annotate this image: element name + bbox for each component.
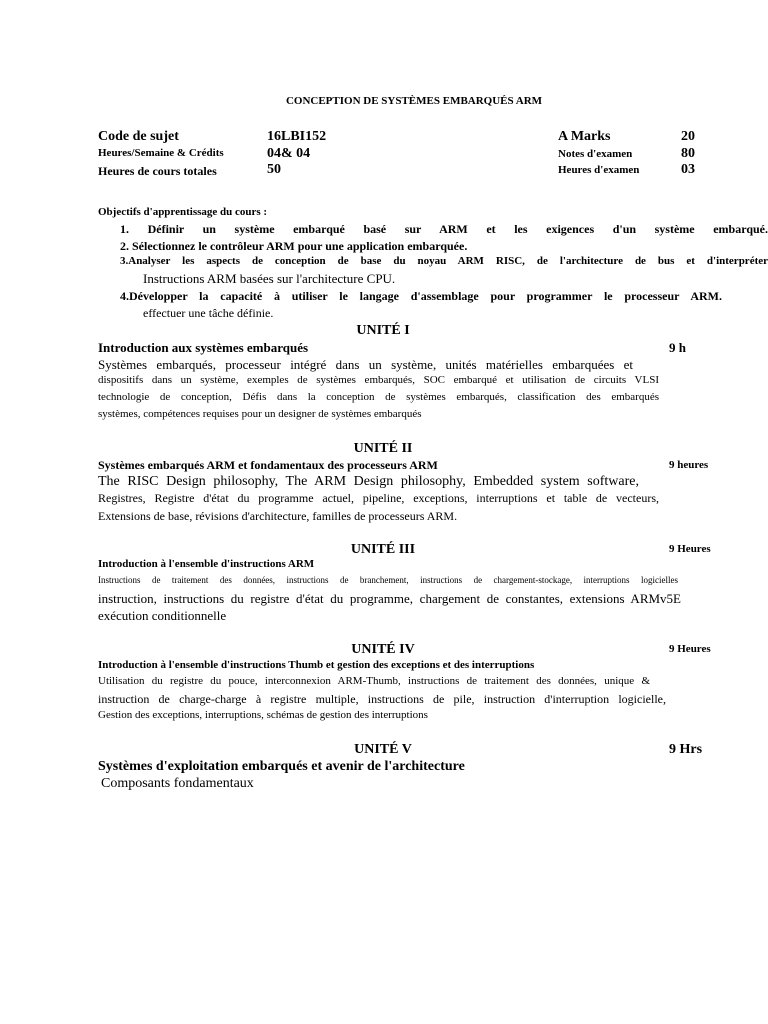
exam-hours-value: 03 [681,162,695,177]
objectives-heading: Objectifs d'apprentissage du cours : [98,206,268,218]
unit-5-hours: 9 Hrs [669,742,703,757]
unit-4-hours: 9 Heures [669,643,711,655]
exam-hours-label: Heures d'examen [558,164,640,176]
exam-marks-value: 80 [681,146,695,161]
unit-5-heading: Systèmes d'exploitation embarqués et avenir de l'architecture [98,759,465,774]
total-hours-label: Heures de cours totales [98,164,217,178]
unit-4-line-1: Utilisation du registre du pouce, interconnexion ARM-Thumb, instructions de traitement des données, unique & [98,675,650,687]
marks-label: A Marks [558,129,611,144]
objective-item-4-continued: effectuer une tâche définie. [143,306,274,320]
total-hours-value: 50 [267,162,281,177]
unit-1-line-4: systèmes, compétences requises pour un designer de systèmes embarqués [98,408,422,420]
objective-item-1: 1. Définir un système embarqué basé sur ARM et les exigences d'un système embarqué. [120,222,768,236]
document-title: CONCEPTION DE SYSTÈMES EMBARQUÉS ARM [285,95,543,107]
unit-1-line-2: dispositifs dans un système, exemples de systèmes embarqués, SOC embarqué et utilisation de circuits VLSI [98,374,659,386]
objective-item-2: 2. Sélectionnez le contrôleur ARM pour une application embarquée. [120,239,468,253]
unit-5-title: UNITÉ V [354,742,412,757]
objective-item-4: 4.Développer la capacité à utiliser le langage d'assemblage pour programmer le processeur ARM. [120,289,722,303]
marks-value: 20 [681,129,695,144]
exam-marks-label: Notes d'examen [558,148,633,160]
unit-3-hours: 9 Heures [669,543,711,555]
unit-4-title: UNITÉ IV [351,642,415,657]
unit-4-line-2: instruction de charge-charge à registre multiple, instructions de pile, instruction d'interruption logicielle, [98,692,666,706]
unit-5-line-1: Composants fondamentaux [101,776,254,791]
unit-2-line-1: The RISC Design philosophy, The ARM Design philosophy, Embedded system software, [98,474,639,489]
unit-2-line-3: Extensions de base, révisions d'architecture, familles de processeurs ARM. [98,509,458,523]
unit-2-line-2: Registres, Registre d'état du programme actuel, pipeline, exceptions, interruptions et table de vecteurs, [98,491,659,505]
objective-item-3-continued: Instructions ARM basées sur l'architecture CPU. [143,271,396,286]
objective-item-3: 3.Analyser les aspects de conception de base du noyau ARM RISC, de l'architecture de bus et d'interpréter [120,255,768,267]
unit-1-heading: Introduction aux systèmes embarqués [98,340,309,355]
subject-code-label: Code de sujet [98,129,179,144]
unit-2-heading: Systèmes embarqués ARM et fondamentaux des processeurs ARM [98,458,438,472]
unit-3-heading: Introduction à l'ensemble d'instructions ARM [98,558,315,570]
unit-1-title: UNITÉ I [356,323,410,338]
unit-1-line-1: Systèmes embarqués, processeur intégré dans un système, unités matérielles embarquées et [98,357,633,372]
hours-week-value: 04& 04 [267,146,311,161]
hours-week-label: Heures/Semaine & Crédits [98,147,224,159]
unit-3-line-2: instruction, instructions du registre d'état du programme, chargement de constantes, extensions ARMv5E [98,591,681,606]
unit-3-line-1: Instructions de traitement des données, instructions de branchement, instructions de chargement-stockage, interruptions logicielles [98,575,678,585]
unit-3-line-3: exécution conditionnelle [98,608,227,623]
unit-3-title: UNITÉ III [350,542,416,557]
unit-4-line-3: Gestion des exceptions, interruptions, schémas de gestion des interruptions [98,709,428,721]
unit-2-title: UNITÉ II [353,441,413,456]
unit-2-hours: 9 heures [669,459,709,471]
unit-4-heading: Introduction à l'ensemble d'instructions Thumb et gestion des exceptions et des interruptions [98,659,535,671]
subject-code-value: 16LBI152 [267,129,327,144]
unit-1-line-3: technologie de conception, Défis dans la conception de systèmes embarqués, classification des embarqués [98,391,659,403]
unit-1-hours: 9 h [669,340,686,355]
